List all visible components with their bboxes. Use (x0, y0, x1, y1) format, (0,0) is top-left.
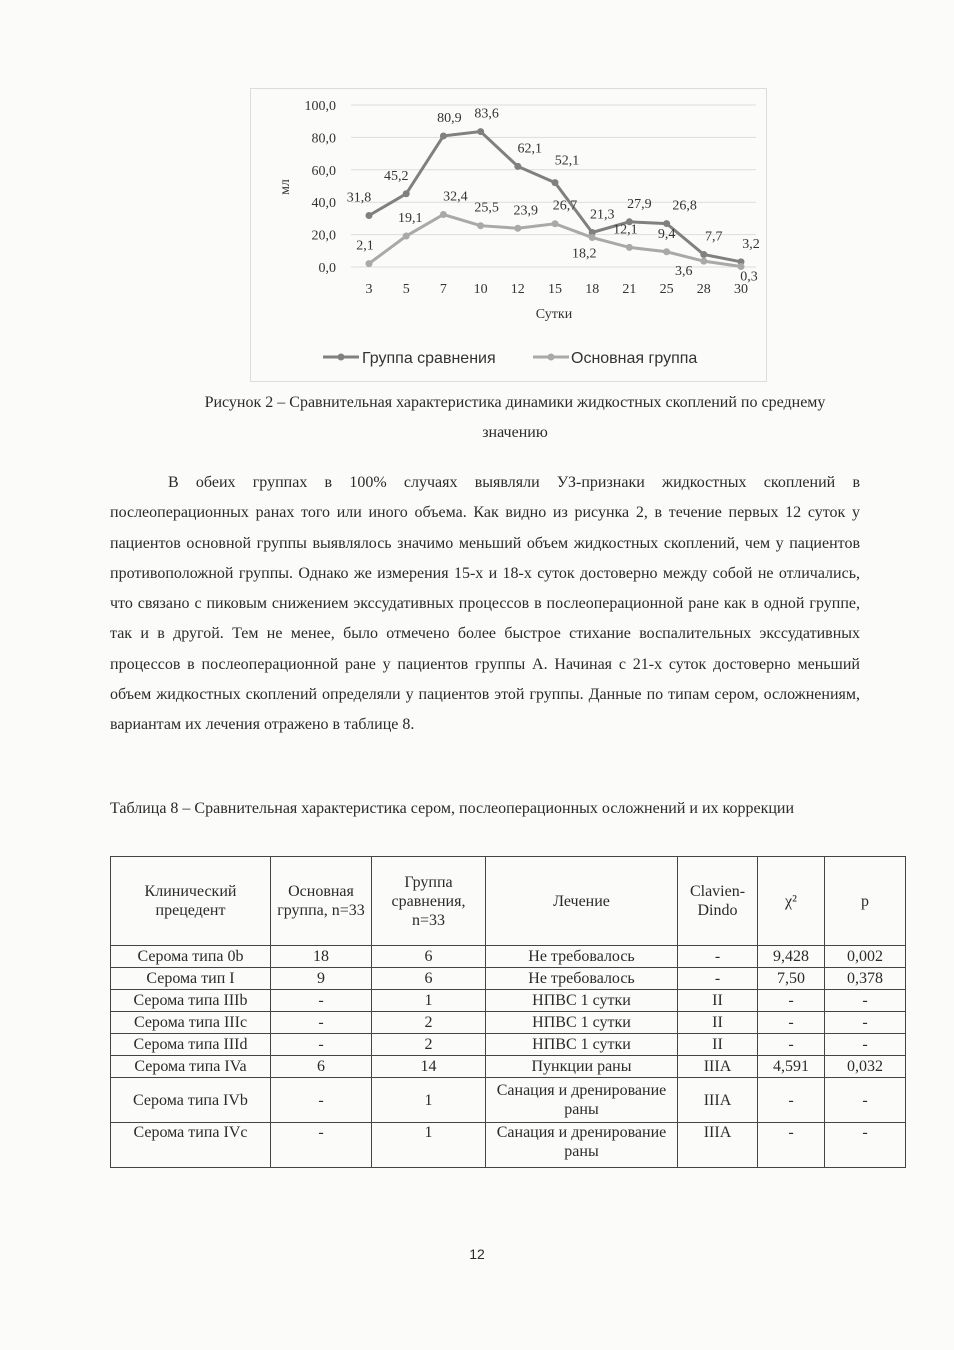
table-cell: Санация и дренирование раны (486, 1078, 678, 1123)
y-tick-label: 20,0 (311, 228, 336, 244)
data-label: 80,9 (437, 110, 462, 126)
data-point (514, 163, 521, 170)
data-point (552, 220, 559, 227)
table-cell: - (271, 1034, 372, 1056)
data-point (366, 212, 373, 219)
table-cell: - (758, 1012, 825, 1034)
x-tick-label: 12 (510, 282, 525, 297)
table-cell: Серома типа IIId (111, 1034, 271, 1056)
data-point (440, 211, 447, 218)
x-tick-label: 25 (659, 282, 674, 297)
x-tick-label: 30 (734, 282, 748, 297)
table-cell: - (758, 1034, 825, 1056)
data-label: 12,1 (613, 222, 638, 238)
data-label: 83,6 (474, 106, 499, 122)
header-cell: Группа сравнения, n=33 (372, 857, 486, 946)
y-tick-label: 0,0 (318, 261, 336, 276)
table-cell: НПВС 1 сутки (486, 1034, 678, 1056)
line-chart (250, 88, 767, 382)
data-label: 7,7 (705, 229, 723, 245)
data-label: 21,3 (589, 207, 615, 223)
table-cell: - (825, 1012, 906, 1034)
header-cell: p (825, 857, 906, 946)
table-cell: 0,032 (825, 1056, 906, 1078)
caption-line-2: значению (482, 424, 548, 441)
table-cell: Серома типа IVb (111, 1078, 271, 1123)
data-label: 26,8 (672, 198, 697, 214)
x-tick-label: 5 (402, 282, 410, 297)
chart-svg (251, 89, 766, 381)
table-cell: - (825, 990, 906, 1012)
table-cell: Серома тип I (111, 968, 271, 990)
table-cell: - (758, 1123, 825, 1168)
table-cell: НПВС 1 сутки (486, 1012, 678, 1034)
data-point (626, 244, 633, 251)
data-label: 27,9 (627, 196, 652, 212)
table-cell: Не требовалось (486, 968, 678, 990)
table-cell: - (678, 946, 758, 968)
table-cell: 9 (271, 968, 372, 990)
table-cell: 6 (372, 946, 486, 968)
y-tick-label: 100,0 (304, 99, 336, 114)
data-point (477, 222, 484, 229)
data-label: 32,4 (443, 189, 468, 205)
y-tick-label: 60,0 (311, 163, 336, 179)
table-cell: Серома типа IVc (111, 1123, 271, 1168)
x-tick-label: 10 (473, 282, 488, 297)
table-cell: 18 (271, 946, 372, 968)
table-cell: 0,378 (825, 968, 906, 990)
table-cell: IIIA (678, 1056, 758, 1078)
page-number: 12 (469, 1246, 485, 1262)
data-label: 0,3 (740, 269, 758, 285)
table-cell: Санация и дренирование раны (486, 1123, 678, 1168)
chart-legend (323, 350, 697, 367)
figure-caption (130, 388, 900, 448)
table-cell: 7,50 (758, 968, 825, 990)
data-point (403, 190, 410, 197)
header-cell: Clavien-Dindo (678, 857, 758, 946)
x-axis-label: Сутки (535, 307, 573, 322)
series-line-0 (369, 132, 741, 262)
data-point (477, 128, 484, 135)
y-axis-label: мл (278, 179, 293, 195)
table-cell: 6 (271, 1056, 372, 1078)
x-tick-label: 7 (439, 282, 447, 297)
data-label: 23,9 (513, 203, 539, 219)
data-point (552, 179, 559, 186)
table-cell: 4,591 (758, 1056, 825, 1078)
data-point (366, 260, 373, 267)
x-tick-label: 21 (622, 282, 637, 297)
y-tick-label: 40,0 (311, 196, 336, 212)
table-cell: - (758, 1078, 825, 1123)
x-tick-label: 3 (365, 282, 373, 297)
table-cell: Серома типа 0b (111, 946, 271, 968)
table-cell: 1 (372, 1123, 486, 1168)
header-cell: Клинический прецедент (111, 857, 271, 946)
table-cell: II (678, 990, 758, 1012)
x-tick-label: 18 (585, 282, 600, 297)
data-point (700, 258, 707, 265)
table-cell: НПВС 1 сутки (486, 990, 678, 1012)
table-cell: Не требовалось (486, 946, 678, 968)
data-point (403, 233, 410, 240)
data-point (700, 251, 707, 258)
data-label: 26,7 (552, 198, 578, 214)
data-label: 45,2 (383, 168, 409, 184)
caption-line-1: Рисунок 2 – Сравнительная характеристика динамики жидкостных скоплений по среднему (204, 394, 826, 411)
data-label: 25,5 (474, 200, 499, 216)
table-cell: Серома типа IIIc (111, 1012, 271, 1034)
table-cell: - (825, 1078, 906, 1123)
header-cell: χ² (758, 857, 825, 946)
table-cell: 1 (372, 1078, 486, 1123)
table-cell: 1 (372, 990, 486, 1012)
table-cell: Серома типа IIIb (111, 990, 271, 1012)
data-point (589, 234, 596, 241)
table-cell: II (678, 1034, 758, 1056)
header-cell: Лечение (486, 857, 678, 946)
table-cell: - (271, 990, 372, 1012)
table-cell: 14 (372, 1056, 486, 1078)
body-paragraph: В обеих группах в 100% случаях выявляли УЗ-признаки жидкостных скоплений в послеоперационных ранах того или иного объема. Как видно из рисунка 2, в течение первых 12 суток у пациентов основной группы выявлялось значимо меньший объем жидкостных скоплений, чем у пациентов противоположной группы. Однако же измерения 15-х и 18-х суток достоверно между собой не отличались, что связано с пиковым снижением экссудативных процессов в послеоперационной ране как в одной группе, так и в другой. Тем не менее, было отмечено более быстрое стихание воспалительных экссудативных процессов в послеоперационной ране у пациентов группы А. Начиная с 21-х суток достоверно меньший объем жидкостных скоплений определяли у пациентов этой группы. Данные по типам сером, осложнениям, вариантам их лечения отражено в таблице 8. (110, 474, 860, 734)
table-cell: 9,428 (758, 946, 825, 968)
table-cell: - (825, 1034, 906, 1056)
data-label: 31,8 (346, 190, 372, 206)
table-row (111, 990, 906, 1012)
data-label: 3,6 (675, 264, 693, 280)
table-cell: - (678, 968, 758, 990)
data-label: 2,1 (356, 238, 374, 254)
table-cell: - (825, 1123, 906, 1168)
table-cell: IIIA (678, 1078, 758, 1123)
table-title: Таблица 8 – Сравнительная характеристика сером, послеоперационных осложнений и их коррекции (110, 800, 795, 817)
table-cell: 0,002 (825, 946, 906, 968)
table-row (111, 946, 906, 968)
data-point (440, 132, 447, 139)
table-cell: Серома типа IVa (111, 1056, 271, 1078)
table-row (111, 1078, 906, 1123)
legend-series-comparison: Группа сравнения (362, 350, 496, 367)
data-table (110, 856, 906, 1168)
table-row (111, 1056, 906, 1078)
table-row (111, 1034, 906, 1056)
x-tick-label: 28 (696, 282, 711, 297)
table-cell: 2 (372, 1034, 486, 1056)
data-point (514, 225, 521, 232)
data-point (663, 248, 670, 255)
data-label: 18,2 (571, 246, 597, 262)
table-cell: II (678, 1012, 758, 1034)
table-row (111, 1123, 906, 1168)
data-label: 3,2 (742, 236, 760, 252)
data-label: 62,1 (517, 141, 543, 157)
table-cell: 6 (372, 968, 486, 990)
header-cell: Основная группа, n=33 (271, 857, 372, 946)
table-row (111, 1012, 906, 1034)
table-header-row (111, 857, 906, 946)
table-cell: Пункции раны (486, 1056, 678, 1078)
x-tick-label: 15 (548, 282, 562, 297)
table-row (111, 968, 906, 990)
data-label: 9,4 (657, 226, 676, 242)
legend-series-main: Основная группа (571, 350, 698, 367)
data-label: 19,1 (397, 211, 423, 227)
table-cell: - (271, 1012, 372, 1034)
table-cell: - (758, 990, 825, 1012)
y-tick-label: 80,0 (311, 131, 336, 147)
table-cell: 2 (372, 1012, 486, 1034)
data-label: 52,1 (554, 153, 580, 169)
table-cell: IIIA (678, 1123, 758, 1168)
table-cell: - (271, 1123, 372, 1168)
table-cell: - (271, 1078, 372, 1123)
